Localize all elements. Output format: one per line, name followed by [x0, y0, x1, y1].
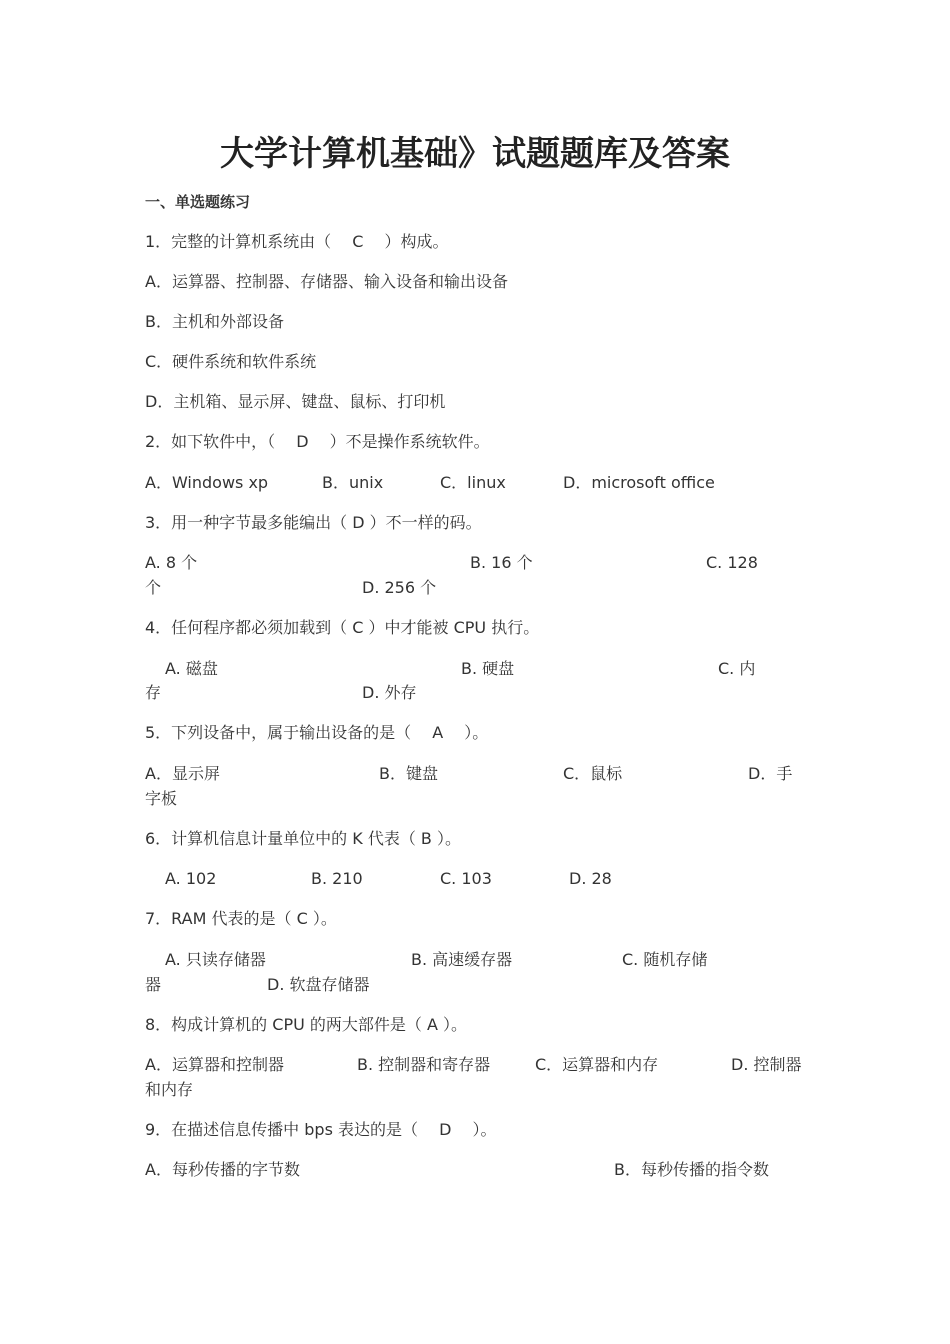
q4-option-d: D. 外存: [362, 683, 417, 702]
q3-option-a: A. 8 个: [145, 553, 198, 572]
q8-stem: 8．构成计算机的 CPU 的两大部件是（ A ）。: [145, 1015, 468, 1034]
q1-option-c: C．硬件系统和软件系统: [145, 352, 317, 371]
q7-option-d: D. 软盘存储器: [267, 975, 370, 994]
q3-stem: 3．用一种字节最多能编出（ D ）不一样的码。: [145, 513, 482, 532]
q4-option-b: B. 硬盘: [461, 659, 515, 678]
q1-stem: 1．完整的计算机系统由（ C ）构成。: [145, 232, 449, 251]
q3-option-c-wrap: 个: [145, 578, 162, 597]
q5-option-d-wrap: 字板: [145, 789, 178, 808]
q7-option-c-wrap: 器: [145, 975, 162, 994]
q5-stem: 5．下列设备中，属于输出设备的是（ A ）。: [145, 723, 489, 742]
q5-option-a: A．显示屏: [145, 764, 220, 783]
q4-option-c: C. 内: [718, 659, 756, 678]
q5-option-b: B．键盘: [379, 764, 438, 783]
q2-stem: 2．如下软件中，（ D ）不是操作系统软件。: [145, 432, 490, 451]
q6-option-b: B. 210: [311, 869, 363, 888]
q9-stem: 9．在描述信息传播中 bps 表达的是（ D ）。: [145, 1120, 497, 1139]
q1-option-d: D．主机箱、显示屏、键盘、鼠标、打印机: [145, 392, 446, 411]
q8-option-a: A．运算器和控制器: [145, 1055, 284, 1074]
q6-option-c: C. 103: [440, 869, 492, 888]
q3-option-b: B. 16 个: [470, 553, 533, 572]
document-title: 大学计算机基础》试题题库及答案: [220, 134, 730, 174]
q5-option-d: D．手: [748, 764, 793, 783]
q5-option-c: C．鼠标: [563, 764, 623, 783]
q9-option-a: A．每秒传播的字节数: [145, 1160, 300, 1179]
q1-option-a: A．运算器、控制器、存储器、输入设备和输出设备: [145, 272, 508, 291]
q6-option-a: A. 102: [165, 869, 217, 888]
q2-option-a: A．Windows xp: [145, 473, 269, 492]
q3-option-c: C. 128: [706, 553, 758, 572]
section-heading: 一、单选题练习: [145, 193, 251, 211]
q3-option-d: D. 256 个: [362, 578, 437, 597]
q2-option-b: B．unix: [322, 473, 384, 492]
q7-option-b: B. 高速缓存器: [411, 950, 513, 969]
q1-option-b: B．主机和外部设备: [145, 312, 284, 331]
q9-option-b: B．每秒传播的指令数: [614, 1160, 769, 1179]
q7-stem: 7．RAM 代表的是（ C ）。: [145, 909, 337, 928]
q8-option-b: B. 控制器和寄存器: [357, 1055, 491, 1074]
q4-stem: 4．任何程序都必须加载到（ C ）中才能被 CPU 执行。: [145, 618, 540, 637]
q4-option-a: A. 磁盘: [165, 659, 218, 678]
q6-stem: 6．计算机信息计量单位中的 K 代表（ B ）。: [145, 829, 461, 848]
q2-option-c: C．linux: [440, 473, 506, 492]
q8-option-d: D. 控制器: [731, 1055, 802, 1074]
q7-option-c: C. 随机存储: [622, 950, 708, 969]
q7-option-a: A. 只读存储器: [165, 950, 266, 969]
q4-option-c-wrap: 存: [145, 683, 162, 702]
q2-option-d: D．microsoft office: [563, 473, 715, 492]
q8-option-c: C．运算器和内存: [535, 1055, 659, 1074]
q6-option-d: D. 28: [569, 869, 612, 888]
q8-option-d-wrap: 和内存: [145, 1080, 194, 1099]
